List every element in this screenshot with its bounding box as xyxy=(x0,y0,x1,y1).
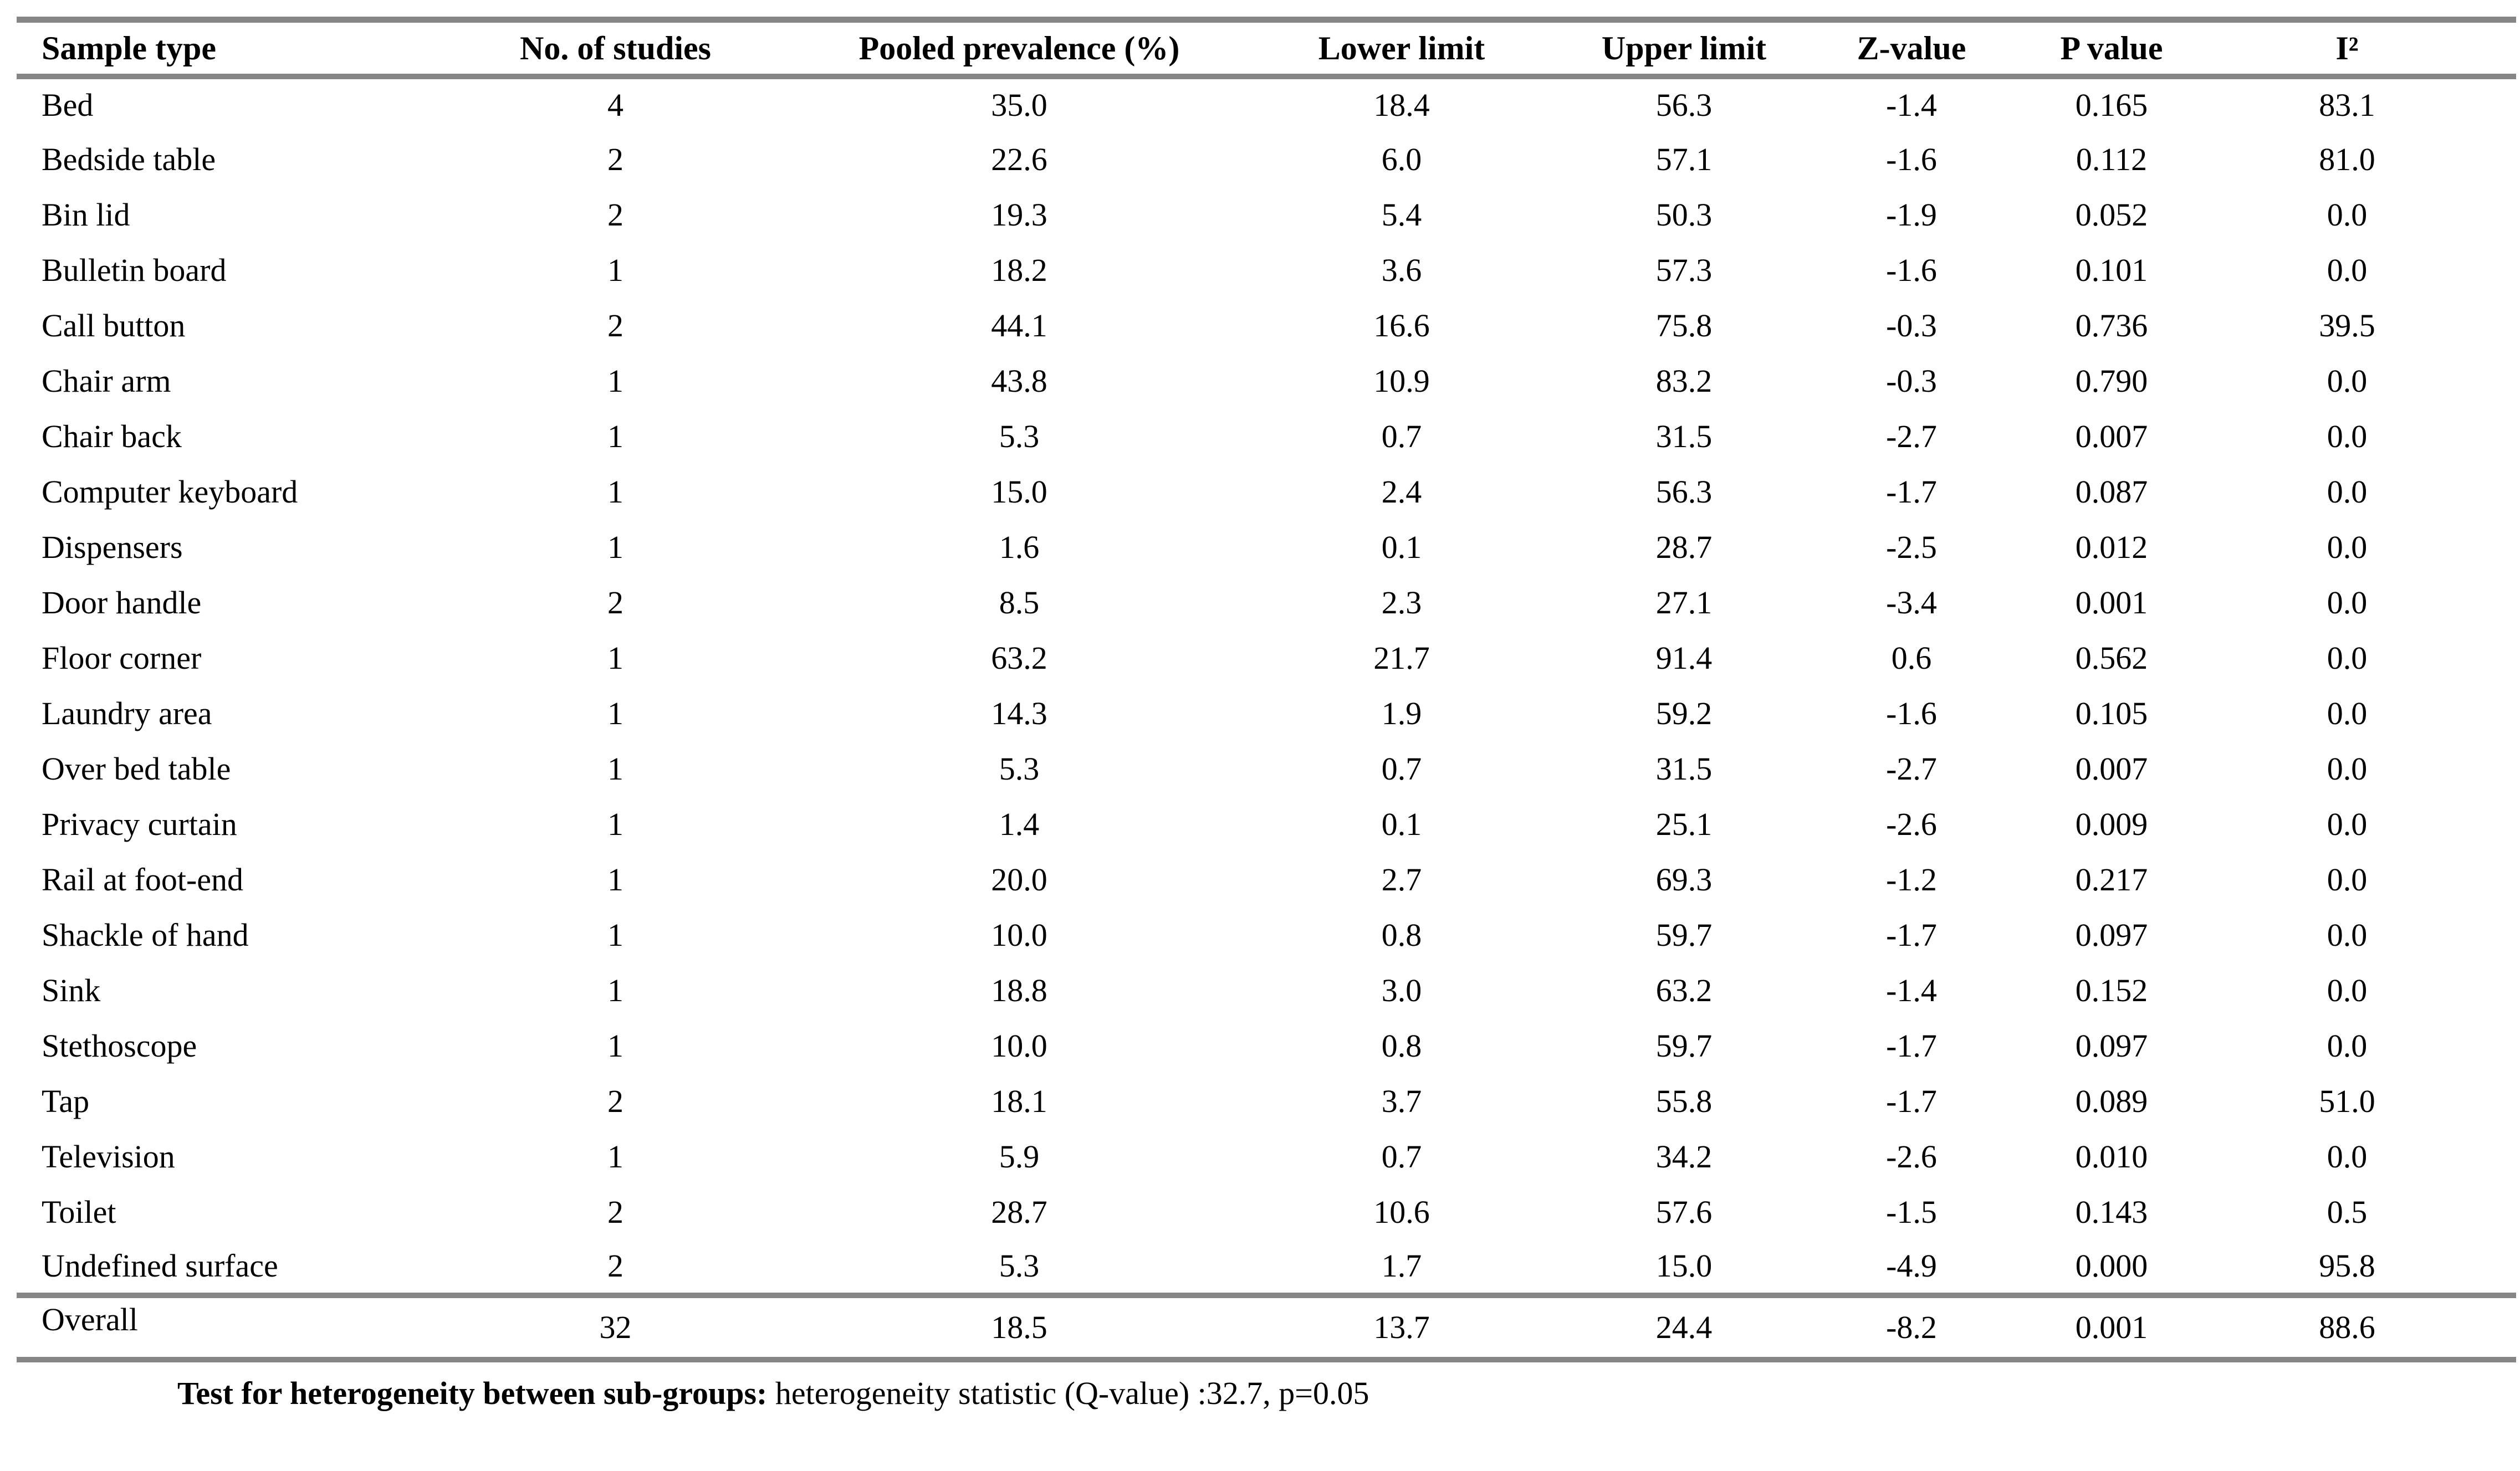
column-header-sample-type: Sample type xyxy=(42,29,216,66)
value-cell: 81.0 xyxy=(2319,141,2375,177)
sample-type-cell: Toilet xyxy=(42,1193,116,1230)
sample-type-cell: Rail at foot-end xyxy=(42,861,244,898)
sample-type-cell: Bedside table xyxy=(42,141,216,177)
value-cell: 1 xyxy=(607,1027,623,1064)
value-cell: 0.0 xyxy=(2327,529,2368,565)
value-cell: 0.143 xyxy=(2075,1193,2148,1230)
value-cell: 1.7 xyxy=(1381,1248,1422,1284)
value-cell: 0.007 xyxy=(2075,750,2148,787)
table-row xyxy=(17,797,2516,852)
value-cell: 59.7 xyxy=(1655,916,1713,953)
value-cell: 1 xyxy=(607,750,623,787)
column-header-upper-limit: Upper limit xyxy=(1601,29,1767,66)
value-cell: -1.4 xyxy=(1886,972,1937,1008)
table-row xyxy=(17,1074,2516,1129)
value-cell: 0.0 xyxy=(2327,418,2368,454)
value-cell: 1 xyxy=(607,473,623,510)
value-cell: 0.0 xyxy=(2327,639,2368,676)
value-cell: 44.1 xyxy=(991,307,1047,344)
value-cell: 0.5 xyxy=(2327,1193,2368,1230)
value-cell: 0.1 xyxy=(1381,529,1422,565)
value-cell: 1 xyxy=(607,529,623,565)
sample-type-cell: Bin lid xyxy=(42,196,130,233)
value-cell: 63.2 xyxy=(991,639,1047,676)
value-cell: -2.5 xyxy=(1886,529,1937,565)
value-cell: -1.7 xyxy=(1886,1083,1937,1119)
value-cell: 1 xyxy=(607,639,623,676)
value-cell: 1 xyxy=(607,916,623,953)
value-cell: 0.007 xyxy=(2075,418,2148,454)
value-cell: 2 xyxy=(607,141,623,177)
value-cell: 0.562 xyxy=(2075,639,2148,676)
value-cell: 50.3 xyxy=(1655,196,1713,233)
value-cell: 2 xyxy=(607,584,623,621)
column-header-no-of-studies: No. of studies xyxy=(519,29,712,66)
value-cell: -1.6 xyxy=(1886,695,1937,731)
value-cell: 6.0 xyxy=(1381,141,1422,177)
value-cell: 31.5 xyxy=(1655,418,1713,454)
value-cell: -1.4 xyxy=(1886,87,1937,123)
column-header-lower-limit: Lower limit xyxy=(1318,29,1485,66)
value-cell: 0.010 xyxy=(2075,1138,2148,1175)
table-row xyxy=(17,686,2516,741)
value-cell: 27.1 xyxy=(1655,584,1713,621)
overall-value-cell: 32 xyxy=(599,1309,632,1345)
value-cell: 0.000 xyxy=(2075,1248,2148,1284)
table-row xyxy=(17,631,2516,686)
value-cell: 43.8 xyxy=(991,362,1047,399)
value-cell: 3.7 xyxy=(1381,1083,1422,1119)
value-cell: -2.7 xyxy=(1886,750,1937,787)
value-cell: 0.101 xyxy=(2075,252,2148,288)
value-cell: 0.7 xyxy=(1381,418,1422,454)
sample-type-cell: Computer keyboard xyxy=(42,473,298,510)
value-cell: 1 xyxy=(607,1138,623,1175)
value-cell: 0.112 xyxy=(2076,141,2148,177)
value-cell: 69.3 xyxy=(1655,861,1713,898)
overall-row xyxy=(17,1295,2516,1360)
value-cell: 5.3 xyxy=(999,750,1040,787)
value-cell: 57.6 xyxy=(1655,1193,1713,1230)
table-row xyxy=(17,575,2516,631)
value-cell: 5.4 xyxy=(1381,196,1422,233)
value-cell: 3.0 xyxy=(1381,972,1422,1008)
table-row xyxy=(17,132,2516,187)
table-row xyxy=(17,464,2516,520)
value-cell: 56.3 xyxy=(1655,87,1713,123)
value-cell: -1.7 xyxy=(1886,1027,1937,1064)
value-cell: 2 xyxy=(607,1193,623,1230)
value-cell: 0.0 xyxy=(2327,473,2368,510)
value-cell: 0.736 xyxy=(2075,307,2148,344)
value-cell: 3.6 xyxy=(1381,252,1422,288)
table-header xyxy=(17,20,2516,76)
value-cell: 75.8 xyxy=(1655,307,1713,344)
value-cell: 2 xyxy=(607,1248,623,1284)
value-cell: 2.7 xyxy=(1381,861,1422,898)
value-cell: 1.9 xyxy=(1381,695,1422,731)
value-cell: 83.1 xyxy=(2319,87,2375,123)
value-cell: -2.7 xyxy=(1886,418,1937,454)
value-cell: 18.1 xyxy=(991,1083,1047,1119)
table-row xyxy=(17,963,2516,1018)
overall-value-cell: -8.2 xyxy=(1886,1309,1937,1345)
value-cell: 0.0 xyxy=(2327,252,2368,288)
footnote xyxy=(177,1376,2520,1411)
value-cell: -4.9 xyxy=(1886,1248,1937,1284)
table-row xyxy=(17,1185,2516,1240)
value-cell: 31.5 xyxy=(1655,750,1713,787)
value-cell: 0.0 xyxy=(2327,196,2368,233)
table-overall-section xyxy=(17,1295,2516,1360)
value-cell: 34.2 xyxy=(1655,1138,1713,1175)
value-cell: -0.3 xyxy=(1886,307,1937,344)
value-cell: 8.5 xyxy=(999,584,1040,621)
value-cell: 18.4 xyxy=(1373,87,1430,123)
value-cell: 21.7 xyxy=(1373,639,1430,676)
table-row xyxy=(17,353,2516,409)
value-cell: 5.3 xyxy=(999,418,1040,454)
value-cell: 5.9 xyxy=(999,1138,1040,1175)
overall-value-cell: 88.6 xyxy=(2319,1309,2375,1345)
pooled-prevalence-table xyxy=(17,17,2516,1362)
table-row xyxy=(17,852,2516,908)
column-header-pooled-prevalence: Pooled prevalence (%) xyxy=(858,29,1180,66)
column-header-p-value: P value xyxy=(2060,29,2163,66)
value-cell: 0.152 xyxy=(2075,972,2148,1008)
value-cell: 0.0 xyxy=(2327,916,2368,953)
value-cell: 0.0 xyxy=(2327,1027,2368,1064)
value-cell: 91.4 xyxy=(1655,639,1713,676)
sample-type-cell: Laundry area xyxy=(42,695,212,731)
sample-type-cell: Privacy curtain xyxy=(42,806,237,842)
overall-value-cell: 0.001 xyxy=(2075,1309,2148,1345)
value-cell: 0.0 xyxy=(2327,972,2368,1008)
value-cell: 10.6 xyxy=(1373,1193,1430,1230)
value-cell: 20.0 xyxy=(991,861,1047,898)
column-header-z-value: Z-value xyxy=(1857,29,1966,66)
table-row xyxy=(17,243,2516,298)
page xyxy=(0,17,2520,1471)
value-cell: 5.3 xyxy=(999,1248,1040,1284)
sample-type-cell: Dispensers xyxy=(42,529,183,565)
table-row xyxy=(17,908,2516,963)
value-cell: 0.7 xyxy=(1381,750,1422,787)
value-cell: 0.105 xyxy=(2075,695,2148,731)
value-cell: 35.0 xyxy=(991,87,1047,123)
value-cell: 1 xyxy=(607,695,623,731)
value-cell: 0.6 xyxy=(1891,639,1932,676)
sample-type-cell: Tap xyxy=(42,1083,90,1119)
value-cell: -1.6 xyxy=(1886,252,1937,288)
value-cell: 15.0 xyxy=(991,473,1047,510)
value-cell: 0.217 xyxy=(2075,861,2148,898)
footnote-heterogeneity-label: Test for heterogeneity between sub-groups: xyxy=(177,1375,768,1411)
value-cell: -1.2 xyxy=(1886,861,1937,898)
value-cell: -1.7 xyxy=(1886,916,1937,953)
value-cell: 18.8 xyxy=(991,972,1047,1008)
table-row xyxy=(17,298,2516,353)
table-row xyxy=(17,409,2516,464)
value-cell: 1 xyxy=(607,362,623,399)
overall-value-cell: 24.4 xyxy=(1655,1309,1713,1345)
value-cell: -3.4 xyxy=(1886,584,1937,621)
table-row xyxy=(17,76,2516,132)
column-header-i: I² xyxy=(2335,29,2359,66)
sample-type-cell: Call button xyxy=(42,307,186,344)
value-cell: 0.1 xyxy=(1381,806,1422,842)
sample-type-cell: Chair arm xyxy=(42,362,171,399)
sample-type-cell: Floor corner xyxy=(42,639,202,676)
value-cell: 4 xyxy=(607,87,623,123)
value-cell: 1 xyxy=(607,972,623,1008)
value-cell: 83.2 xyxy=(1655,362,1713,399)
footnote-heterogeneity-statistic: heterogeneity statistic (Q-value) :32.7, p=0.05 xyxy=(767,1375,1369,1411)
overall-value-cell: 13.7 xyxy=(1373,1309,1430,1345)
value-cell: 59.2 xyxy=(1655,695,1713,731)
value-cell: 55.8 xyxy=(1655,1083,1713,1119)
value-cell: 0.8 xyxy=(1381,1027,1422,1064)
value-cell: 0.8 xyxy=(1381,916,1422,953)
sample-type-cell: Sink xyxy=(42,972,101,1008)
value-cell: 0.0 xyxy=(2327,1138,2368,1175)
value-cell: 0.001 xyxy=(2075,584,2148,621)
sample-type-cell: Stethoscope xyxy=(42,1027,197,1064)
value-cell: -2.6 xyxy=(1886,1138,1937,1175)
sample-type-cell: Shackle of hand xyxy=(42,916,249,953)
value-cell: 0.097 xyxy=(2075,916,2148,953)
value-cell: 0.087 xyxy=(2075,473,2148,510)
value-cell: 2 xyxy=(607,196,623,233)
value-cell: 0.0 xyxy=(2327,362,2368,399)
value-cell: 28.7 xyxy=(1655,529,1713,565)
value-cell: 0.790 xyxy=(2075,362,2148,399)
header-row xyxy=(17,20,2516,76)
overall-value-cell: 18.5 xyxy=(991,1309,1047,1345)
value-cell: 19.3 xyxy=(991,196,1047,233)
value-cell: 10.0 xyxy=(991,916,1047,953)
value-cell: 57.3 xyxy=(1655,252,1713,288)
value-cell: 2 xyxy=(607,1083,623,1119)
value-cell: -1.9 xyxy=(1886,196,1937,233)
value-cell: 56.3 xyxy=(1655,473,1713,510)
value-cell: -0.3 xyxy=(1886,362,1937,399)
value-cell: 0.0 xyxy=(2327,584,2368,621)
value-cell: 0.097 xyxy=(2075,1027,2148,1064)
value-cell: 0.7 xyxy=(1381,1138,1422,1175)
value-cell: 10.0 xyxy=(991,1027,1047,1064)
value-cell: 1.6 xyxy=(999,529,1040,565)
sample-type-cell: Bulletin board xyxy=(42,252,227,288)
table-row xyxy=(17,1129,2516,1185)
value-cell: 10.9 xyxy=(1373,362,1430,399)
value-cell: 1.4 xyxy=(999,806,1040,842)
value-cell: 95.8 xyxy=(2319,1248,2375,1284)
value-cell: 63.2 xyxy=(1655,972,1713,1008)
value-cell: -1.6 xyxy=(1886,141,1937,177)
sample-type-cell: Bed xyxy=(42,87,94,123)
value-cell: 1 xyxy=(607,806,623,842)
value-cell: 0.052 xyxy=(2075,196,2148,233)
table-row xyxy=(17,741,2516,797)
value-cell: 18.2 xyxy=(991,252,1047,288)
value-cell: 2.4 xyxy=(1381,473,1422,510)
value-cell: 2 xyxy=(607,307,623,344)
value-cell: -2.6 xyxy=(1886,806,1937,842)
table-body xyxy=(17,76,2516,1295)
value-cell: 0.165 xyxy=(2075,87,2148,123)
table-row xyxy=(17,1240,2516,1295)
value-cell: 0.009 xyxy=(2075,806,2148,842)
value-cell: 16.6 xyxy=(1373,307,1430,344)
value-cell: 1 xyxy=(607,418,623,454)
value-cell: 57.1 xyxy=(1655,141,1713,177)
overall-label-cell: Overall xyxy=(42,1301,138,1337)
value-cell: 59.7 xyxy=(1655,1027,1713,1064)
value-cell: 25.1 xyxy=(1655,806,1713,842)
value-cell: 1 xyxy=(607,861,623,898)
value-cell: 0.0 xyxy=(2327,861,2368,898)
sample-type-cell: Television xyxy=(42,1138,175,1175)
value-cell: 28.7 xyxy=(991,1193,1047,1230)
sample-type-cell: Undefined surface xyxy=(42,1248,278,1284)
value-cell: 0.0 xyxy=(2327,806,2368,842)
sample-type-cell: Chair back xyxy=(42,418,182,454)
value-cell: 0.089 xyxy=(2075,1083,2148,1119)
sample-type-cell: Over bed table xyxy=(42,750,231,787)
table-row xyxy=(17,1018,2516,1074)
value-cell: -1.5 xyxy=(1886,1193,1937,1230)
value-cell: -1.7 xyxy=(1886,473,1937,510)
table-row xyxy=(17,520,2516,575)
value-cell: 0.0 xyxy=(2327,750,2368,787)
value-cell: 1 xyxy=(607,252,623,288)
value-cell: 15.0 xyxy=(1655,1248,1713,1284)
sample-type-cell: Door handle xyxy=(42,584,202,621)
value-cell: 0.012 xyxy=(2075,529,2148,565)
value-cell: 39.5 xyxy=(2319,307,2375,344)
value-cell: 22.6 xyxy=(991,141,1047,177)
value-cell: 0.0 xyxy=(2327,695,2368,731)
value-cell: 51.0 xyxy=(2319,1083,2375,1119)
table-row xyxy=(17,187,2516,243)
value-cell: 2.3 xyxy=(1381,584,1422,621)
value-cell: 14.3 xyxy=(991,695,1047,731)
